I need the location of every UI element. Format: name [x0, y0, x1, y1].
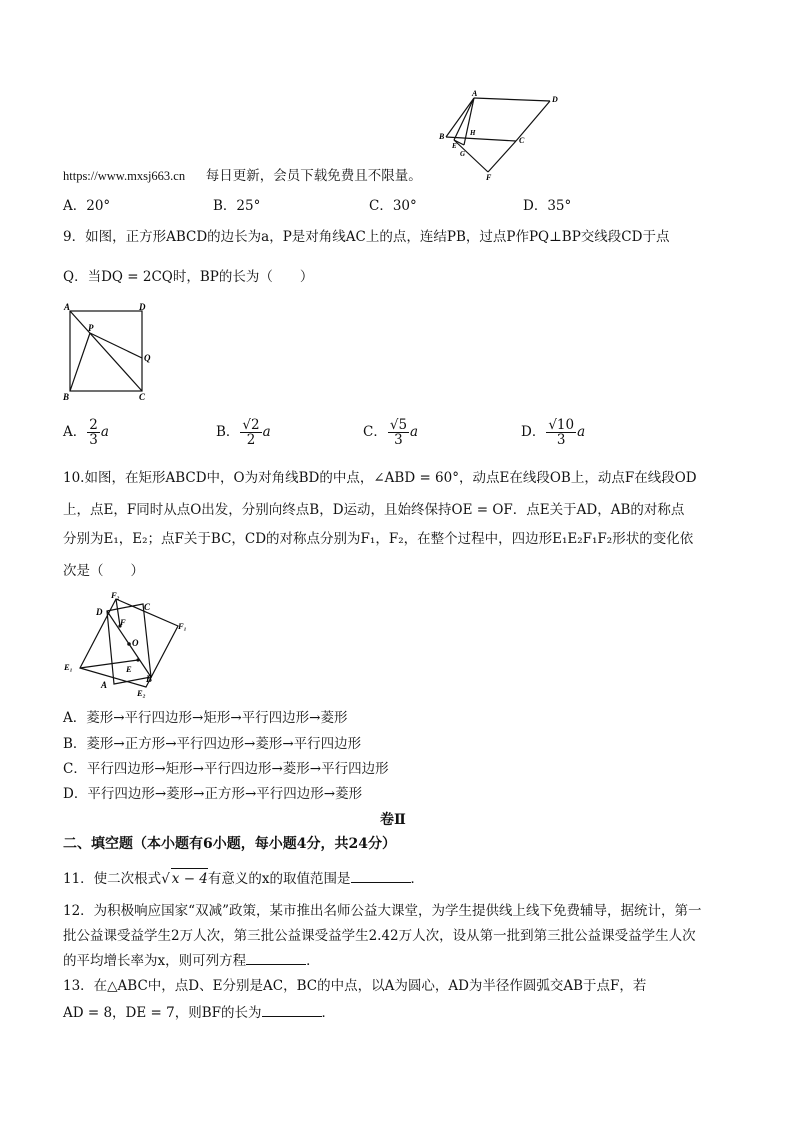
q10-label-a: A: [101, 680, 108, 690]
source-notice: 每日更新，会员下载免费且不限量。: [205, 168, 422, 184]
q10-label-e2: E₂: [137, 688, 146, 698]
source-url[interactable]: https://www.mxsj663.cn: [63, 169, 186, 183]
q9-option-b: B． $\frac{√2}{2}$ a: [216, 417, 271, 448]
q10-point-o: [127, 642, 131, 646]
q10-option-c: C．平行四边形→矩形→平行四边形→菱形→平行四边形: [63, 761, 389, 777]
q8-label-a: A: [472, 90, 478, 98]
q9-label-c: C: [139, 392, 146, 402]
volume-title: 卷Ⅱ: [380, 812, 406, 828]
q10-option-b: B．菱形→正方形→平行四边形→菱形→平行四边形: [63, 736, 362, 752]
q9-stem-line2: Q．当DQ = 2CQ时，BP的长为（ ）: [63, 269, 314, 285]
q9-label-d: D: [139, 302, 146, 312]
q13-stem-line1: 13．在△ABC中，点D、E分别是AC，BC的中点，以A为圆心，AD为半径作圆弧交AB于点F，若: [63, 978, 647, 994]
q10-stem-line2: 上，点E，F同时从点O出发，分别向终点B，D运动，且始终保持OE = OF．点E关于AD，AB的对称点: [63, 502, 685, 518]
q10-label-f: F: [120, 617, 126, 627]
q10-figure: [60, 588, 195, 700]
q8-label-h: H: [470, 129, 476, 137]
q10-label-c: C: [144, 602, 151, 612]
q10-label-o: O: [132, 638, 139, 648]
q10-stem-line3: 分别为E₁，E₂；点F关于BC，CD的对称点分别为F₁，F₂，在整个过程中，四边形E₁E₂F₁F₂形状的变化依: [63, 531, 694, 547]
q10-label-f2: F₂: [111, 590, 120, 600]
q8-label-c: C: [519, 136, 525, 145]
q10-stem-line4: 次是（ ）: [63, 563, 144, 579]
q10-point-e: [136, 658, 139, 661]
q13-answer-blank[interactable]: [262, 1004, 322, 1017]
q11-answer-blank[interactable]: [351, 870, 411, 883]
q12-stem-line3: 的平均增长率为x，则可列方程 ．: [63, 953, 320, 969]
q9-label-q: Q: [144, 353, 151, 363]
q9-option-c: C． $\frac{√5}{3}$ a: [363, 417, 419, 448]
q10-option-d: D．平行四边形→菱形→正方形→平行四边形→菱形: [63, 786, 363, 802]
q8-option-a: A．20°: [63, 198, 111, 214]
q10-stem-line1: 10.如图，在矩形ABCD中，O为对角线BD的中点，∠ABD = 60°，动点E在线段OB上，动点F在线段OD: [63, 470, 697, 486]
q8-label-g: G: [460, 150, 466, 158]
q9-figure: [62, 302, 157, 402]
q10-label-e1: E₁: [64, 662, 73, 672]
q8-option-d: D．35°: [523, 198, 572, 214]
q8-label-d: D: [552, 95, 558, 104]
q8-label-e: E: [452, 142, 457, 150]
q10-option-a: A．菱形→平行四边形→矩形→平行四边形→菱形: [63, 710, 348, 726]
q12-stem-line2: 批公益课受益学生2万人次，第三批公益课受益学生2.42万人次，设从第一批到第三批公益课受益学生人次: [63, 928, 696, 944]
q8-option-c: C．30°: [369, 198, 417, 214]
watermark-line: [63, 166, 422, 186]
q11-stem: 11．使二次根式√ x − 4有意义的x的取值范围是 ．: [63, 868, 424, 889]
q10-label-d: D: [96, 607, 103, 617]
q10-label-e: E: [126, 664, 132, 674]
q10-label-b: B: [146, 674, 153, 684]
q8-figure: [436, 90, 566, 182]
q9-label-a: A: [64, 302, 71, 312]
q12-answer-blank[interactable]: [246, 952, 306, 965]
q11-radical-sign: √: [161, 871, 170, 887]
q12-stem-line1: 12．为积极响应国家“双减”政策，某市推出名师公益大课堂，为学生提供线上线下免费辅导，据统计，第一: [63, 903, 702, 919]
q8-option-b: B．25°: [213, 198, 261, 214]
q8-label-b: B: [439, 132, 445, 141]
q9-label-b: B: [63, 392, 70, 402]
q9-label-p: P: [88, 323, 94, 333]
section-title: 二、填空题（本小题有6小题，每小题4分，共24分）: [63, 836, 396, 852]
q10-label-f1: F₁: [178, 621, 187, 631]
q13-stem-line2: AD = 8，DE = 7，则BF的长为 ．: [63, 1005, 336, 1021]
q8-label-f: F: [486, 173, 492, 182]
q9-option-a: A． $\frac{2}{3}$ a: [63, 417, 109, 448]
q9-option-d: D． $\frac{√10}{3}$ a: [521, 417, 586, 448]
q9-stem-line1: 9．如图，正方形ABCD的边长为a，P是对角线AC上的点，连结PB，过点P作PQ⊥BP交线段CD于点: [63, 229, 670, 245]
